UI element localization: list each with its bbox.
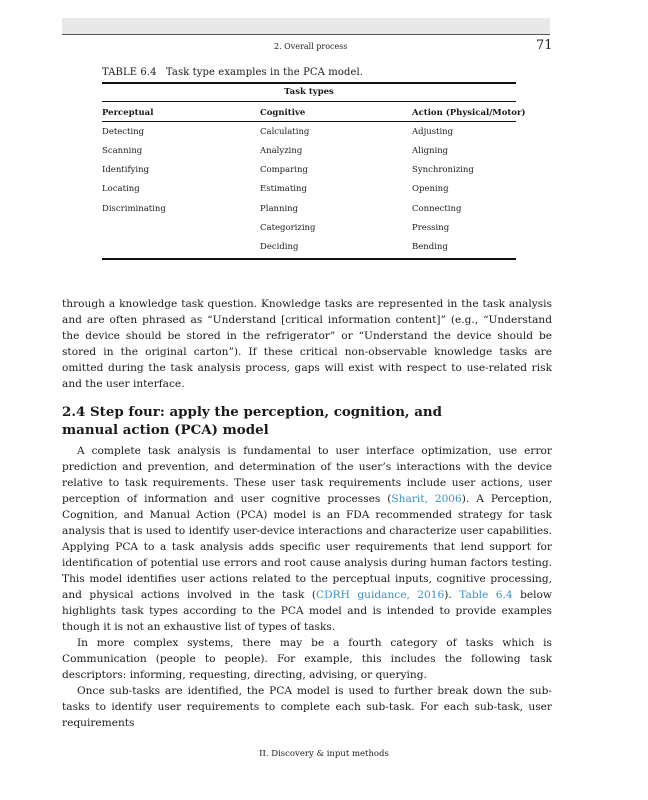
table-cell: Bending (412, 242, 448, 252)
table-cell: Calculating (260, 127, 310, 137)
table-cell: Identifying (102, 165, 150, 175)
header-bar (62, 18, 550, 34)
page-number: 71 (536, 38, 553, 53)
citation-link-sharit[interactable]: Sharit, 2006 (391, 493, 462, 505)
table-caption (102, 67, 363, 78)
table-cell: Locating (102, 184, 140, 194)
column-header-perceptual: Perceptual (102, 108, 154, 118)
table-cell: Discriminating (102, 204, 166, 214)
table-bottom-rule (102, 258, 516, 260)
body-paragraph-4: Once sub-tasks are identified, the PCA model is used to further break down the sub-tasks to identify user requirements to complete each sub-task. For each sub-task, user requirements (62, 685, 552, 729)
table-group-header: Task types (284, 87, 334, 97)
table-cell: Scanning (102, 146, 143, 156)
table-cell: Planning (260, 204, 299, 214)
table-cell: Comparing (260, 165, 308, 175)
citation-link-cdrh[interactable]: CDRH guidance, 2016 (316, 589, 445, 601)
table-top-rule (102, 82, 516, 84)
table-cell: Pressing (412, 223, 450, 233)
body-paragraph-1 (62, 296, 552, 392)
table-caption-text: Task type examples in the PCA model. (165, 67, 364, 78)
running-head: 2. Overall process (274, 42, 348, 51)
table-cell: Deciding (260, 242, 299, 252)
page-footer: II. Discovery & input methods (259, 749, 389, 759)
table-reference-link[interactable]: Table 6.4 (459, 589, 513, 601)
table-cell: Detecting (102, 127, 145, 137)
table-header-rule (102, 121, 516, 122)
table-cell: Connecting (412, 204, 462, 214)
table-cell: Aligning (412, 146, 449, 156)
header-rule (62, 34, 550, 35)
body-paragraph-3: In more complex systems, there may be a fourth category of tasks which is Communication (people to people). For example, this includes the following task descriptors: informing, requesting, directing, advising, or querying. (62, 637, 552, 681)
table-cell: Analyzing (260, 146, 303, 156)
table-cell: Estimating (260, 184, 307, 194)
column-header-action: Action (Physical/Motor) (412, 108, 526, 118)
table-cell: Adjusting (412, 127, 454, 137)
section-heading: 2.4 Step four: apply the perception, cognition, and manual action (PCA) model (62, 404, 443, 438)
table-label: TABLE 6.4 (102, 67, 157, 78)
table-cell: Categorizing (260, 223, 316, 233)
body-paragraph-2: A complete task analysis is fundamental to user interface optimization, use error prediction and prevention, and determination of the user’s interactions with the device relative to task requirements. These user task requirements include user actions, user perception of information and user cognitive processes (Sharit, 2006). A Perception, Cognition, and Manual Action (PCA) model is an FDA recommended strategy for task analysis that is used to identify user-device interactions and characterize user capabilities. Applying PCA to a task analysis adds specific user requirements that lend support for identification of potential use errors and root cause analysis during human factors testing. This model identifies user actions related to the perceptual inputs, cognitive processing, and physical actions involved in the task (CDRH guidance, 2016). Table 6.4 below highlights task types according to the PCA model and is intended to provide examples though it is not an exhaustive list of types of tasks. (62, 445, 552, 633)
body-section-text (62, 443, 552, 731)
paragraph-text: through a knowledge task question. Knowledge tasks are represented in the task analysis and are often phrased as “Understand [critical information content]” (e.g., “Understand the device should be stored in the refrigerator” or “Understand the device should be stored in the original carton”). If these critical non-observable knowledge tasks are omitted during the task analysis process, gaps will exist with respect to use-related risk and the user interface. (62, 298, 552, 390)
table-cell: Opening (412, 184, 449, 194)
table-group-rule (102, 101, 516, 102)
column-header-cognitive: Cognitive (260, 108, 306, 118)
table-cell: Synchronizing (412, 165, 474, 175)
